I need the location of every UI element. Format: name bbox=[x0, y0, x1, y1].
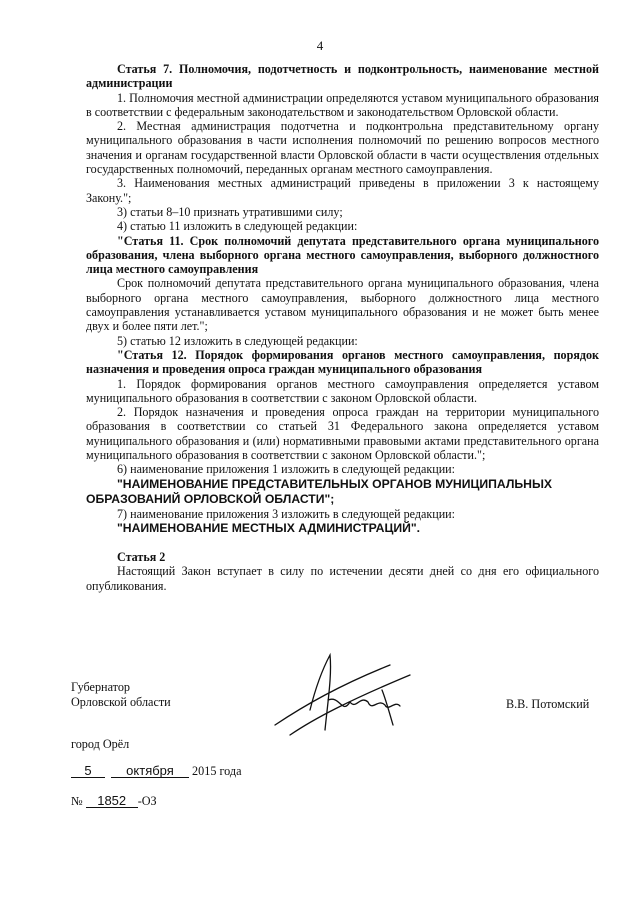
date-month: октября bbox=[111, 764, 189, 778]
amendment-item-4: 4) статью 11 изложить в следующей редакции: bbox=[117, 219, 358, 234]
article-12-heading: "Статья 12. Порядок формирования органов местного самоуправления, порядок назначения и проведения опроса граждан муниципального образования bbox=[86, 347, 599, 377]
article-12-paragraph-2: 2. Порядок назначения и проведения опроса граждан на территории муниципального образования в соответствии со статьей 31 Федерального закона определяется уставом муниципального образования и (или) нормативными правовыми актами представительного органа муниципального образования в соответствии с законом Орловской области."; bbox=[86, 405, 599, 463]
law-text bbox=[86, 62, 599, 593]
amendment-item-5: 5) статью 12 изложить в следующей редакции: bbox=[117, 333, 358, 348]
appendix-1-title: "НАИМЕНОВАНИЕ ПРЕДСТАВИТЕЛЬНЫХ ОРГАНОВ МУНИЦИПАЛЬНЫХ ОБРАЗОВАНИЙ ОРЛОВСКОЙ ОБЛАСТИ"; bbox=[86, 476, 553, 506]
signing-date bbox=[71, 764, 242, 779]
article-7-paragraph-2: 2. Местная администрация подотчетна и подконтрольна представительному органу муниципального образования в части исполнения полномочий по решению вопросов местного значения и органам государственной власти Орловской области в части осуществления отдельных государственных полномочий, переданных органам местного самоуправления. bbox=[86, 119, 599, 177]
article-2-heading: Статья 2 bbox=[117, 549, 166, 564]
date-year: 2015 года bbox=[192, 764, 242, 778]
city-line: город Орёл bbox=[71, 737, 130, 751]
number-suffix: -ОЗ bbox=[137, 794, 157, 808]
page-number: 4 bbox=[316, 38, 324, 53]
article-7-heading: Статья 7. Полномочия, подотчетность и подконтрольность, наименование местной администрации bbox=[86, 62, 599, 91]
amendment-item-7: 7) наименование приложения 3 изложить в следующей редакции: bbox=[117, 506, 456, 521]
article-7-paragraph-1: 1. Полномочия местной администрации определяются уставом муниципального образования в соответствии с федеральным законодательством и законодательством Орловской области. bbox=[86, 90, 599, 119]
date-day: 5 bbox=[71, 764, 105, 778]
article-12-paragraph-1: 1. Порядок формирования органов местного самоуправления определяется уставом муниципального образования в соответствии с законом Орловской области. bbox=[86, 376, 599, 405]
number-sign: № bbox=[71, 794, 83, 808]
article-2-text: Настоящий Закон вступает в силу по истечении десяти дней со дня его официального опубликования. bbox=[86, 564, 599, 593]
governor-title-line-1: Губернатор bbox=[71, 680, 131, 694]
number-value: 1852 bbox=[86, 794, 138, 808]
governor-name: В.В. Потомский bbox=[506, 697, 590, 711]
handwritten-signature bbox=[270, 640, 420, 750]
article-7-paragraph-3: 3. Наименования местных администраций приведены в приложении 3 к настоящему Закону."; bbox=[86, 176, 599, 205]
article-11-text: Срок полномочий депутата представительного органа муниципального образования, члена выборного органа местного самоуправления, выборного должностного лица местного самоуправления устанавливается уставом муниципального образования и не может быть менее двух и более пяти лет."; bbox=[86, 276, 599, 334]
governor-title bbox=[71, 680, 171, 710]
article-11-heading: "Статья 11. Срок полномочий депутата представительного органа муниципального образования, члена выборного органа местного самоуправления, выборного должностного лица местного самоуправления bbox=[86, 233, 599, 277]
law-number bbox=[71, 794, 157, 809]
governor-title-line-2: Орловской области bbox=[71, 695, 171, 709]
appendix-3-title: "НАИМЕНОВАНИЕ МЕСТНЫХ АДМИНИСТРАЦИЙ". bbox=[117, 520, 421, 535]
amendment-item-6: 6) наименование приложения 1 изложить в следующей редакции: bbox=[117, 462, 456, 477]
amendment-item-3: 3) статьи 8–10 признать утратившими силу; bbox=[117, 204, 343, 219]
